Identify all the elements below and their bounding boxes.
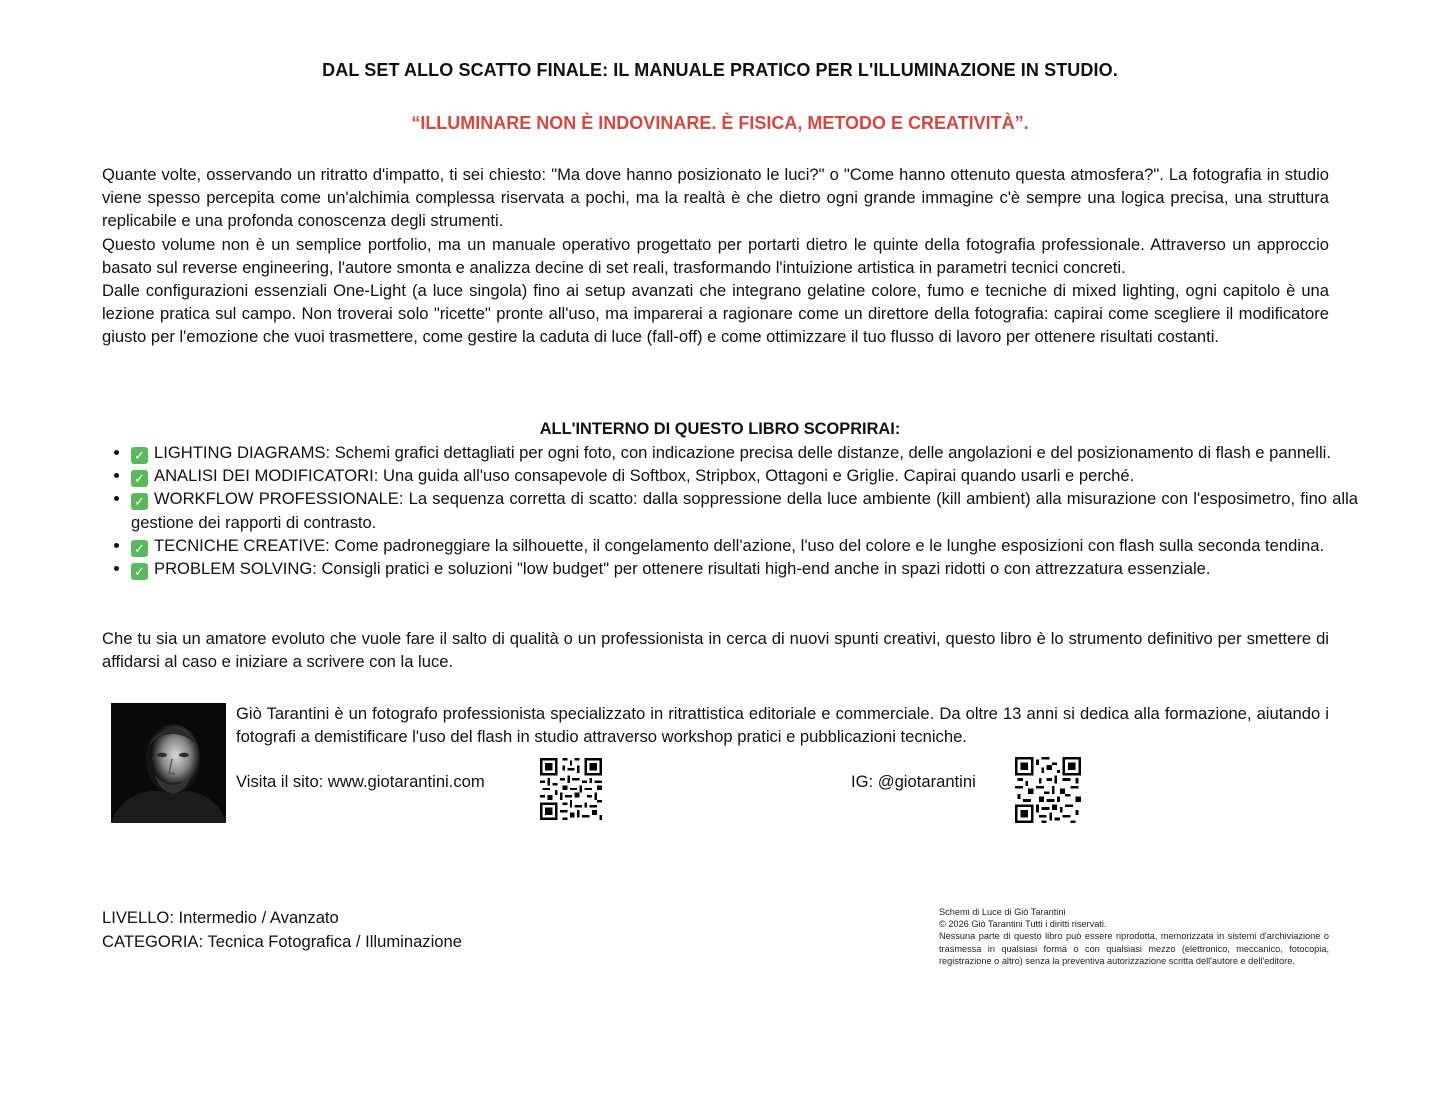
category-label: CATEGORIA: Tecnica Fotografica / Illuminazione [102,932,462,951]
list-item [131,557,1358,580]
level-label: LIVELLO: Intermedio / Avanzato [102,908,339,927]
author-bio: Giò Tarantini è un fotografo professionista specializzato in ritrattistica editoriale e commerciale. Da oltre 13 anni si dedica alla formazione, aiutando i fotografi a demistificare l'uso del flash in studio attraverso workshop pratici e pubblicazioni tecniche. [236,704,1329,747]
feature-text: TECNICHE CREATIVE: Come padroneggiare la silhouette, il congelamento dell'azione, l'uso del colore e le lunghe esposizioni con flash sulla seconda tendina. [154,535,1325,555]
instagram-handle[interactable]: IG: @giotarantini [851,772,976,791]
author-photo [111,703,226,823]
intro-text [102,163,1329,349]
closing-paragraph: Che tu sia un amatore evoluto che vuole fare il salto di qualità o un professionista in cerca di nuovi spunti creativi, questo libro è lo strumento definitivo per smettere di affidarsi al caso e iniziare a scrivere con la luce. [102,629,1329,672]
list-item [131,534,1358,557]
website-qr-code-icon[interactable] [540,758,602,820]
check-mark-icon: ✓ [131,447,148,464]
author-portrait-icon [111,703,226,823]
feature-text: ANALISI DEI MODIFICATORI: Una guida all'uso consapevole di Softbox, Stripbox, Ottagoni e Griglie. Capirai quando usarli e perché. [154,466,1135,486]
page-title: DAL SET ALLO SCATTO FINALE: IL MANUALE PRATICO PER L'ILLUMINAZIONE IN STUDIO. [322,60,1118,80]
features-list [102,441,1358,580]
intro-paragraph: Questo volume non è un semplice portfolio, ma un manuale operativo progettato per portarti dietro le quinte della fotografia professionale. Attraverso un approccio basato sul reverse engineering, l'autore smonta e analizza decine di set reali, trasformando l'intuizione artistica in parametri tecnici concreti. [102,234,1329,277]
check-mark-icon: ✓ [131,470,148,487]
feature-text: WORKFLOW PROFESSIONALE: La sequenza corretta di scatto: dalla soppressione della luce ambiente (kill ambient) alla misurazione con l'esposimetro, fino alla gestione dei rapporti di contrasto. [131,489,1358,532]
feature-text: LIGHTING DIAGRAMS: Schemi grafici dettagliati per ogni foto, con indicazione precisa delle distanze, delle angolazioni e del posizionamento di flash e pannelli. [154,443,1331,462]
list-item [131,441,1358,464]
intro-paragraph: Dalle configurazioni essenziali One-Light (a luce singola) fino ai setup avanzati che integrano gelatine colore, fumo e tecniche di mixed lighting, ogni capitolo è una lezione pratica sul campo. Non troverai solo "ricette" pronte all'uso, ma imparerai a ragionare come un direttore della fotografia: capirai come scegliere il modificatore giusto per l'emozione che vuoi trasmettere, come gestire la caduta di luce (fall-off) e come ottimizzare il tuo flusso di lavoro per ottenere risultati costanti. [102,281,1329,347]
feature-text: PROBLEM SOLVING: Consigli pratici e soluzioni "low budget" per ottenere risultati high-end anche in spazi ridotti o con attrezzatura essenziale. [154,559,1211,579]
check-mark-icon: ✓ [131,563,148,580]
copyright-line: © 2026 Giò Tarantini Tutti i diritti riservati. [939,919,1107,930]
instagram-qr-code-icon[interactable] [1015,757,1081,823]
list-item [131,487,1358,533]
rights-notice: Nessuna parte di questo libro può essere riprodotta, memorizzata in sistemi d'archiviazione o trasmessa in qualsiasi forma o con qualsiasi mezzo (elettronico, meccanico, fotocopia, registrazione o altro) senza la preventiva autorizzazione scritta dell'autore e dell'editore. [939,931,1329,966]
check-mark-icon: ✓ [131,493,148,510]
tagline-quote: “ILLUMINARE NON È INDOVINARE. È FISICA, METODO E CREATIVITÀ”. [411,113,1029,133]
list-item [131,464,1358,487]
copyright-notice [939,906,1329,967]
book-credit: Schemi di Luce di Giò Tarantini [939,907,1066,917]
book-meta [102,906,462,954]
features-heading: ALL'INTERNO DI QUESTO LIBRO SCOPRIRAI: [539,420,901,438]
intro-paragraph: Quante volte, osservando un ritratto d'impatto, ti sei chiesto: "Ma dove hanno posizionato le luci?" o "Come hanno ottenuto questa atmosfera?". La fotografia in studio viene spesso percepita come un'alchimia complessa riservata a pochi, ma la realtà è che dietro ogni grande immagine c'è sempre una logica precisa, una struttura replicabile e una profonda conoscenza degli strumenti. [102,165,1329,231]
website-link[interactable]: Visita il sito: www.giotarantini.com [236,772,485,791]
check-mark-icon: ✓ [131,540,148,557]
